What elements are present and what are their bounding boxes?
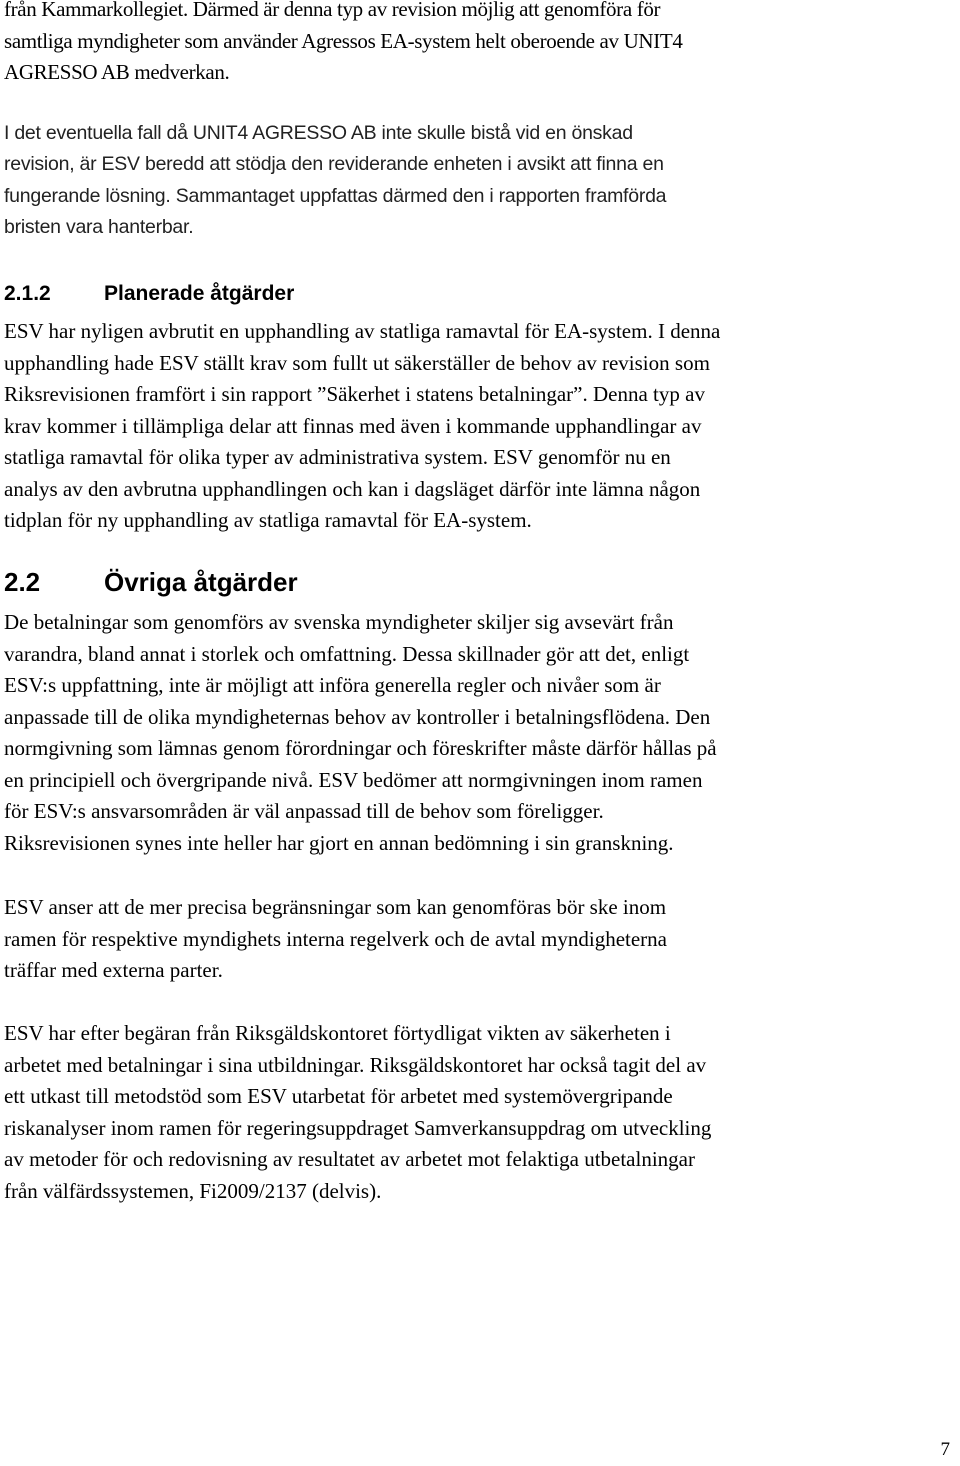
text-line: statliga ramavtal för olika typer av administrativa system. ESV genomför nu en xyxy=(4,445,671,469)
text-line: ESV anser att de mer precisa begränsningar som kan genomföras bör ske inom xyxy=(4,895,667,919)
text-line: ramen för respektive myndighets interna regelverk och de avtal myndigheterna xyxy=(4,926,667,951)
text-line: krav kommer i tillämpliga delar att finnas med även i kommande upphandlingar av xyxy=(4,413,702,438)
text-line: från Kammarkollegiet. Därmed är denna typ av revision möjlig att genomföra för xyxy=(4,0,661,21)
text-line: fungerande lösning. Sammantaget uppfattas därmed den i rapporten framförda xyxy=(4,184,667,207)
text-line: tidplan för ny upphandling av statliga ramavtal för EA-system. xyxy=(4,508,532,532)
text-line: arbetet med betalningar i sina utbildningar. Riksgäldskontoret har också tagit del av xyxy=(4,1052,707,1077)
text-line: varandra, bland annat i storlek och omfattning. Dessa skillnader gör att det, enligt xyxy=(4,641,690,666)
text-line: analys av den avbrutna upphandlingen och kan i dagsläget därför inte lämna någon xyxy=(4,476,701,501)
section-2-2-paragraph-1 xyxy=(4,607,794,859)
text-line: ESV har nyligen avbrutit en upphandling av statliga ramavtal för EA-system. I denna xyxy=(4,319,721,343)
text-line: av metoder för och redovisning av resultatet av arbetet mot felaktiga utbetalningar xyxy=(4,1147,695,1171)
text-line: De betalningar som genomförs av svenska myndigheter skiljer sig avsevärt från xyxy=(4,610,674,634)
text-line: upphandling hade ESV ställt krav som fullt ut säkerställer de behov av revision som xyxy=(4,350,710,375)
text-line: ESV har efter begäran från Riksgäldskontoret förtydligat vikten av säkerheten i xyxy=(4,1021,671,1045)
text-line: en principiell och övergripande nivå. ESV bedömer att normgivningen inom ramen xyxy=(4,767,703,792)
text-line: träffar med externa parter. xyxy=(4,958,223,982)
section-heading-2-2 xyxy=(4,565,298,599)
text-line: Riksrevisionen synes inte heller har gjort en annan bedömning i sin granskning. xyxy=(4,830,674,855)
section-2-2-paragraph-3 xyxy=(4,1018,794,1207)
text-line: I det eventuella fall då UNIT4 AGRESSO AB inte skulle bistå vid en önskad xyxy=(4,122,633,144)
section-number: 2.2 xyxy=(4,567,41,597)
section-heading-2-1-2 xyxy=(4,280,294,308)
text-line: Riksrevisionen framfört i sin rapport ”Säkerhet i statens betalningar”. Denna typ av xyxy=(4,382,705,406)
text-line: från välfärdssystemen, Fi2009/2137 (delvis). xyxy=(4,1178,382,1203)
text-line: samtliga myndigheter som använder Agressos EA-system helt oberoende av UNIT4 xyxy=(4,28,683,53)
text-line: ett utkast till metodstöd som ESV utarbetat för arbetet med systemövergripande xyxy=(4,1084,673,1108)
section-2-2-paragraph-2 xyxy=(4,892,794,987)
section-title: Övriga åtgärder xyxy=(104,567,298,597)
page-number: 7 xyxy=(940,1439,950,1460)
intro-paragraph xyxy=(4,0,794,89)
text-line: ESV:s uppfattning, inte är möjligt att införa generella regler och nivåer som är xyxy=(4,673,661,697)
text-line: för ESV:s ansvarsområden är väl anpassad till de behov som föreligger. xyxy=(4,799,604,823)
text-line: anpassade till de olika myndigheternas behov av kontroller i betalningsflödena. Den xyxy=(4,704,711,729)
text-line: riskanalyser inom ramen för regeringsuppdraget Samverkansuppdrag om utveckling xyxy=(4,1115,712,1140)
text-line: AGRESSO AB medverkan. xyxy=(4,60,230,84)
contingency-paragraph xyxy=(4,118,794,243)
text-line: normgivning som lämnas genom förordningar och föreskrifter måste därför hållas på xyxy=(4,736,717,760)
text-line: bristen vara hanterbar. xyxy=(4,215,194,238)
text-line: revision, är ESV beredd att stödja den reviderande enheten i avsikt att finna en xyxy=(4,153,664,176)
section-number: 2.1.2 xyxy=(4,282,51,305)
section-title: Planerade åtgärder xyxy=(104,282,295,305)
section-2-1-2-paragraph xyxy=(4,316,794,537)
